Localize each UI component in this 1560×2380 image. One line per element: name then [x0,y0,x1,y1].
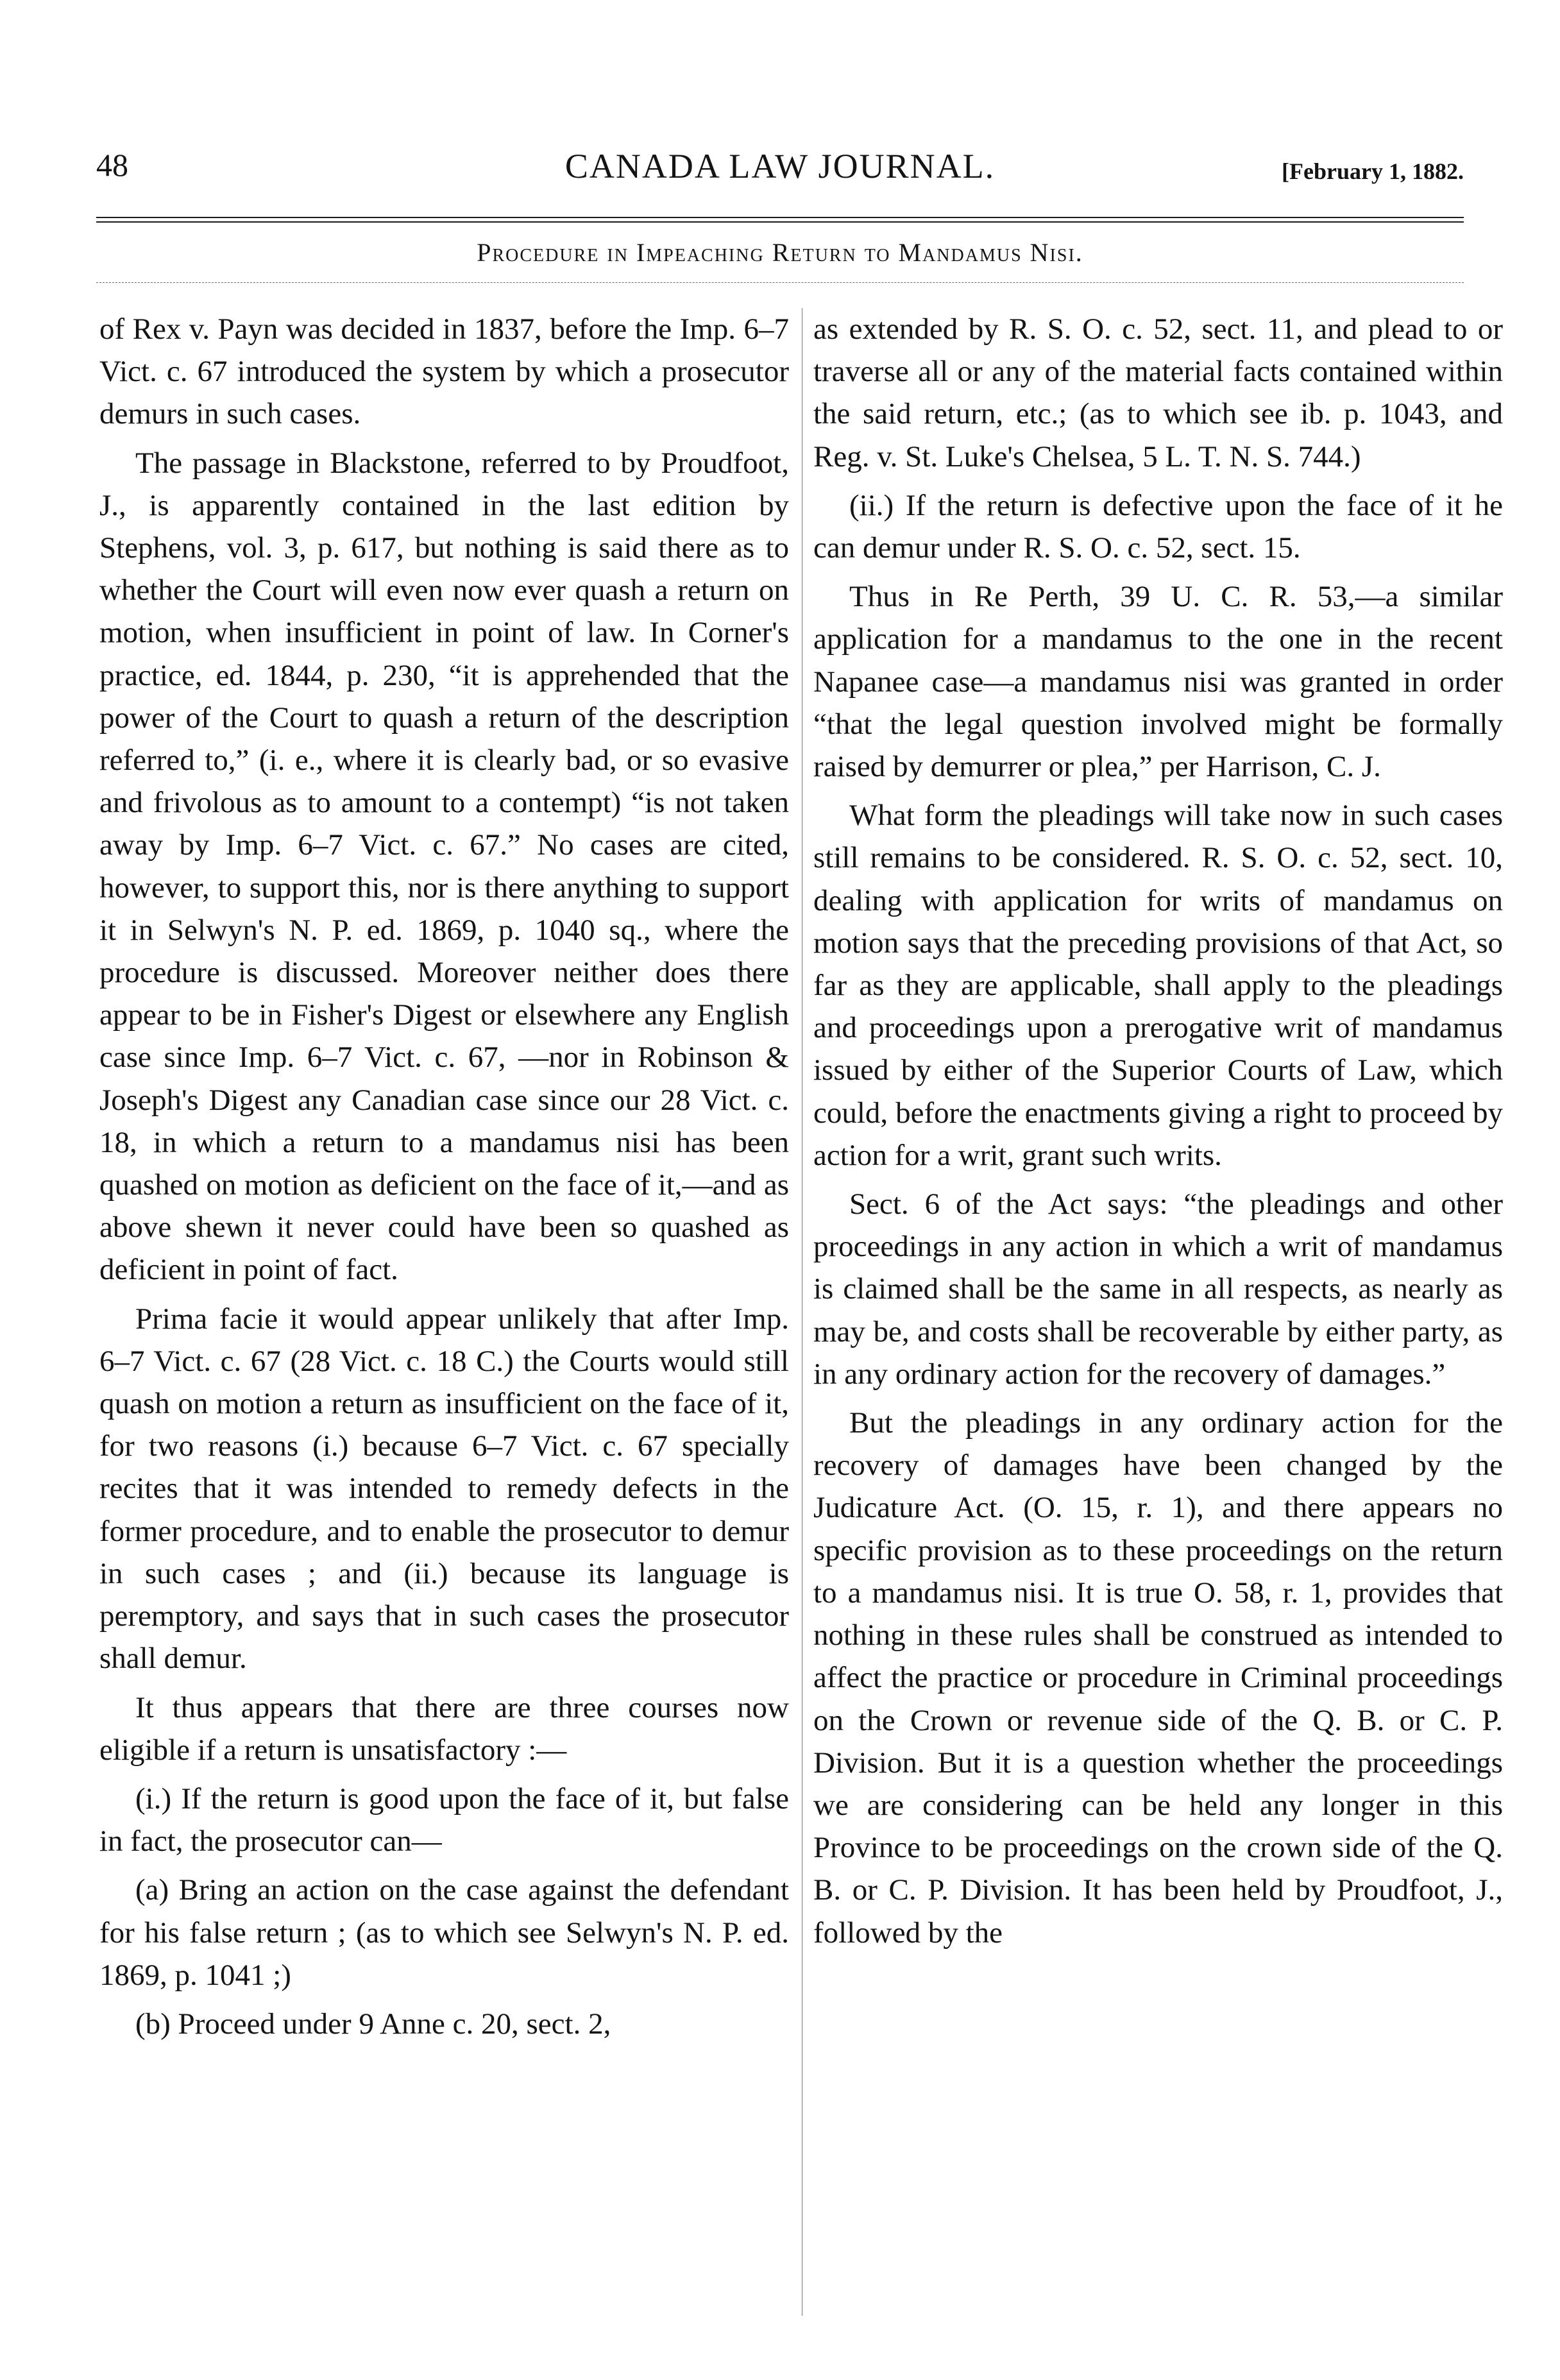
page-header [96,146,1464,204]
section-rule [96,282,1464,283]
left-paragraph-2: The passage in Blackstone, referred to by Proudfoot, J., is apparently contained in the last edition by Stephens, vol. 3, p. 617, but nothing is said there as to whether the Court will even now ever quash a return on motion, when insufficient in point of law. In Corner's practice, ed. 1844, p. 230, “it is apprehended that the power of the Court to quash a return of the description referred to,” (i. e., where it is clearly bad, or so evasive and frivolous as to amount to a contempt) “is not taken away by Imp. 6–7 Vict. c. 67.” No cases are cited, however, to support this, nor is there anything to support it in Selwyn's N. P. ed. 1869, p. 1040 sq., where the procedure is discussed. Moreover neither does there appear to be in Fisher's Digest or elsewhere any English case since Imp. 6–7 Vict. c. 67, —nor in Robinson & Joseph's Digest any Canadian case since our 28 Vict. c. 18, in which a return to a mandamus nisi has been quashed on motion as deficient on the face of it,—and as above shewn it never could have been so quashed as deficient in point of fact. [99,446,789,1287]
right-paragraph-4: What form the pleadings will take now in such cases still remains to be considered. R. S. O. c. 52, sect. 10, dealing with application for writs of mandamus on motion says that the preceding provisions of that Act, so far as they are applicable, shall apply to the pleadings and proceedings upon a prerogative writ of mandamus issued by either of the Superior Courts of Law, which could, before the enactments giving a right to proceed by action for a writ, grant such writs. [813,799,1503,1172]
left-paragraph-4: It thus appears that there are three courses now eligible if a return is unsatisfactory :— [99,1690,789,1767]
right-paragraph-2: (ii.) If the return is defective upon the face of it he can demur under R. S. O. c. 52, sect. 15. [813,488,1503,565]
right-column [813,308,1503,1960]
page-number: 48 [96,147,128,183]
right-paragraph-3: Thus in Re Perth, 39 U. C. R. 53,—a similar application for a mandamus to the one in the recent Napanee case—a mandamus nisi was granted in order “that the legal question involved might be formally raised by demurrer or plea,” per Harrison, C. J. [813,580,1503,784]
issue-date: [February 1, 1882. [1282,158,1464,184]
section-title: Procedure in Impeaching Return to Mandamus Nisi. [477,238,1083,267]
right-paragraph-1: as extended by R. S. O. c. 52, sect. 11, and plead to or traverse all or any of the material facts contained within the said return, etc.; (as to which see ib. p. 1043, and Reg. v. St. Luke's Chelsea, 5 L. T. N. S. 744.) [813,312,1503,473]
left-paragraph-1: of Rex v. Payn was decided in 1837, before the Imp. 6–7 Vict. c. 67 introduced the system by which a prosecutor demurs in such cases. [99,312,789,431]
left-paragraph-7: (b) Proceed under 9 Anne c. 20, sect. 2, [135,2007,611,2041]
header-rule [96,217,1464,223]
left-paragraph-5: (i.) If the return is good upon the face of it, but false in fact, the prosecutor can— [99,1781,789,1858]
right-paragraph-6: But the pleadings in any ordinary action for the recovery of damages have been changed by the Judicature Act. (O. 15, r. 1), and there appears no specific provision as to these proceedings on the return to a mandamus nisi. It is true O. 58, r. 1, provides that nothing in these rules shall be construed as intended to affect the practice or procedure in Criminal proceedings on the Crown or revenue side of the Q. B. or C. P. Division. But it is a question whether the proceedings we are considering can be held any longer in this Province to be proceedings on the crown side of the Q. B. or C. P. Division. It has been held by Proudfoot, J., followed by the [813,1406,1503,1950]
left-column [99,308,789,2052]
right-paragraph-5: Sect. 6 of the Act says: “the pleadings and other proceedings in any action in which a writ of mandamus is claimed shall be the same in all respects, as nearly as may be, and costs shall be recoverable by either party, as in any ordinary action for the recovery of damages.” [813,1187,1503,1391]
left-paragraph-3: Prima facie it would appear unlikely that after Imp. 6–7 Vict. c. 67 (28 Vict. c. 18 C.) the Courts would still quash on motion a return as insufficient on the face of it, for two reasons (i.) because 6–7 Vict. c. 67 specially recites that it was intended to remedy defects in the former procedure, and to enable the prosecutor to demur in such cases ; and (ii.) because its language is peremptory, and says that in such cases the prosecutor shall demur. [99,1302,789,1676]
journal-title: CANADA LAW JOURNAL. [564,147,996,185]
left-paragraph-6: (a) Bring an action on the case against the defendant for his false return ; (as to which see Selwyn's N. P. ed. 1869, p. 1041 ;) [99,1873,789,1992]
